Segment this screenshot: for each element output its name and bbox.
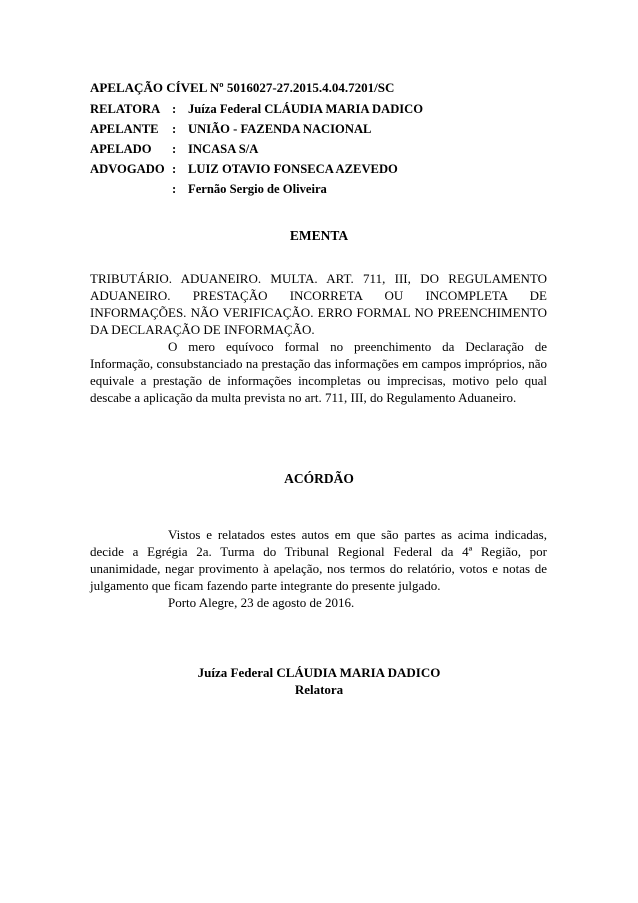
- party-role: RELATORA: [90, 102, 161, 116]
- party-row-apelado: [90, 139, 560, 159]
- party-role: APELADO: [90, 142, 152, 156]
- party-separator: :: [172, 182, 177, 196]
- party-row-advogado-2: [90, 179, 560, 199]
- case-title: APELAÇÃO CÍVEL Nº 5016027-27.2015.4.04.7201/SC: [90, 80, 395, 95]
- acordao-section: [90, 526, 547, 611]
- case-header: [90, 78, 560, 199]
- acordao-heading: ACÓRDÃO: [284, 471, 354, 486]
- ementa-heading: EMENTA: [289, 228, 349, 243]
- party-row-apelante: [90, 119, 560, 139]
- party-role: ADVOGADO: [90, 162, 165, 176]
- party-row-advogado: [90, 159, 560, 179]
- acordao-body: Vistos e relatados estes autos em que são partes as acima indicadas, decide a Egrégia 2a. Turma do Tribunal Regional Federal da 4ª Região, por unanimidade, negar provimento à apelação, nos termos do relatório, votos e notas de julgamento que ficam fazendo parte integrante do presente julgado.: [90, 527, 547, 593]
- party-separator: :: [172, 102, 177, 116]
- ementa-body: O mero equívoco formal no preenchimento da Declaração de Informação, consubstanciado na prestação das informações em campos impróprios, não equivale a prestação de informações incompletas ou imprecisas, motivo pelo qual descabe a aplicação da multa prevista no art. 711, III, do Regulamento Aduaneiro.: [90, 339, 547, 405]
- party-separator: :: [172, 142, 177, 156]
- party-name: INCASA S/A: [188, 142, 259, 156]
- signature-role: Relatora: [294, 682, 344, 697]
- party-name: LUIZ OTAVIO FONSECA AZEVEDO: [188, 162, 398, 176]
- signature-name: Juíza Federal CLÁUDIA MARIA DADICO: [197, 665, 441, 680]
- party-name: UNIÃO - FAZENDA NACIONAL: [188, 122, 372, 136]
- party-name: Fernão Sergio de Oliveira: [188, 182, 327, 196]
- party-separator: :: [172, 162, 177, 176]
- ementa-summary: TRIBUTÁRIO. ADUANEIRO. MULTA. ART. 711, III, DO REGULAMENTO ADUANEIRO. PRESTAÇÃO INCORRETA OU INCOMPLETA DE INFORMAÇÕES. NÃO VERIFICAÇÃO. ERRO FORMAL NO PREENCHIMENTO DA DECLARAÇÃO DE INFORMAÇÃO.: [90, 271, 547, 337]
- place-date: Porto Alegre, 23 de agosto de 2016.: [168, 595, 355, 610]
- party-separator: :: [172, 122, 177, 136]
- party-row-relatora: [90, 99, 560, 119]
- ementa-section: [90, 270, 547, 406]
- party-name: Juíza Federal CLÁUDIA MARIA DADICO: [188, 102, 424, 116]
- party-role: APELANTE: [90, 122, 159, 136]
- party-role: [90, 179, 172, 199]
